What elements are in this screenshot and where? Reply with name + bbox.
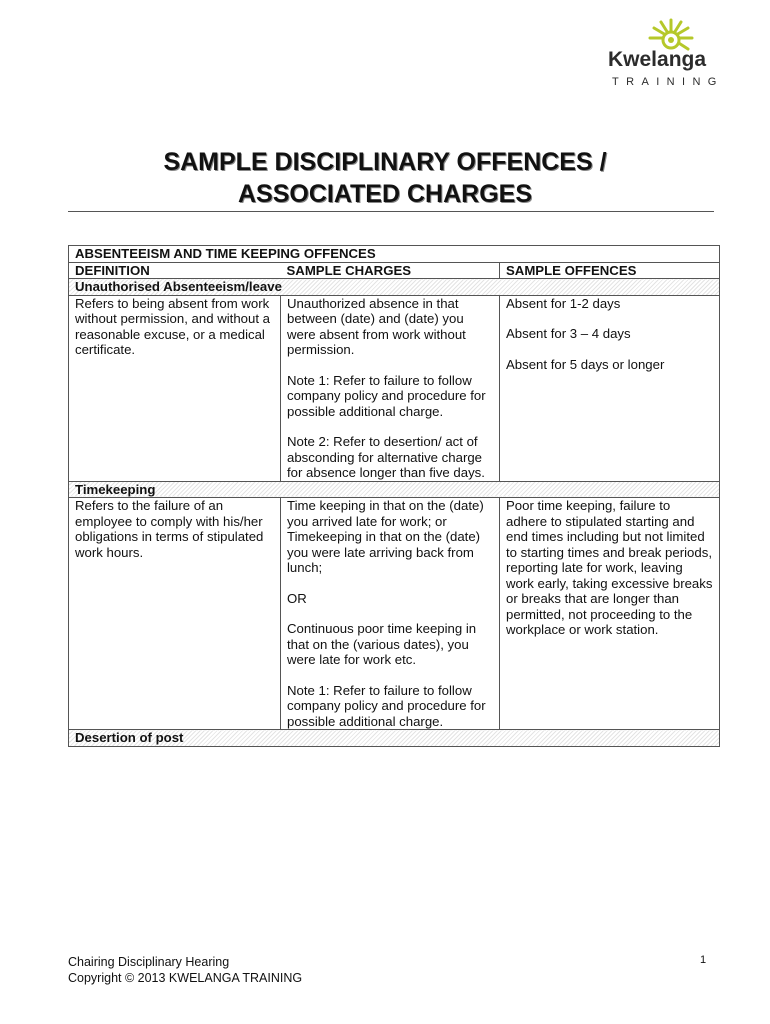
table-row xyxy=(69,295,720,481)
definition-text: Refers to being absent from work without permission, and without a reasonable excuse, or a medical certificate. xyxy=(75,295,270,357)
column-header-offences: SAMPLE OFFENCES xyxy=(500,262,720,279)
column-header-row xyxy=(69,262,720,279)
section-title: Timekeeping xyxy=(69,481,720,498)
definition-cell xyxy=(69,498,281,730)
footer-copyright: Copyright © 2013 KWELANGA TRAINING xyxy=(68,971,303,985)
offence-text: Poor time keeping, failure to adhere to stipulated starting and end times including but not limited to starting times and break periods, reporting late for work, leaving work early, taking excessive breaks or breaks that are longer than permitted, not proceeding to the workplace or work station. xyxy=(506,498,713,637)
section-row xyxy=(69,279,720,296)
section-title: Desertion of post xyxy=(69,730,720,747)
title-line-1: SAMPLE DISCIPLINARY OFFENCES / xyxy=(163,148,607,176)
offence-text: Absent for 1-2 days xyxy=(506,295,621,311)
title-divider xyxy=(68,211,714,212)
page-footer xyxy=(68,954,302,986)
definition-text: Refers to the failure of an employee to comply with his/her obligations in terms of stipulated work hours. xyxy=(75,498,264,560)
section-row xyxy=(69,730,720,747)
column-header-charges: SAMPLE CHARGES xyxy=(281,262,500,279)
title-line-2: ASSOCIATED CHARGES xyxy=(237,180,532,208)
charge-text: Continuous poor time keeping in that on the (various dates), you were late for work etc. xyxy=(287,621,477,667)
charges-cell xyxy=(281,498,500,730)
offences-cell xyxy=(500,295,720,481)
charge-note: Note 1: Refer to failure to follow company policy and procedure for possible additional charge. xyxy=(287,372,486,419)
company-logo xyxy=(604,18,724,92)
page-title xyxy=(0,146,770,210)
charge-note: Note 2: Refer to desertion/ act of absconding for alternative charge for absence longer than five days. xyxy=(287,434,485,480)
offences-table xyxy=(68,245,720,747)
section-row xyxy=(69,481,720,498)
charge-text: Time keeping in that on the (date) you arrived late for work; or Timekeeping in that on the (date) you were late arriving back from lunch; xyxy=(287,498,484,575)
footer-course-title: Chairing Disciplinary Hearing xyxy=(68,955,230,969)
charge-note: Note 1: Refer to failure to follow company policy and procedure for possible additional charge. xyxy=(287,682,486,729)
table-heading: ABSENTEEISM AND TIME KEEPING OFFENCES xyxy=(69,246,720,263)
offence-text: Absent for 5 days or longer xyxy=(506,356,665,372)
logo-name: Kwelanga xyxy=(608,48,707,71)
column-header-definition: DEFINITION xyxy=(69,262,281,279)
page-number: 1 xyxy=(700,954,707,966)
charges-cell xyxy=(281,295,500,481)
charge-text: Unauthorized absence in that between (date) and (date) you were absent from work without permission. xyxy=(287,295,466,357)
table-heading-row xyxy=(69,246,720,263)
charge-text: OR xyxy=(287,590,307,606)
logo-subtitle: TRAINING xyxy=(612,76,724,88)
offence-text: Absent for 3 – 4 days xyxy=(506,326,631,341)
definition-cell xyxy=(69,295,281,481)
section-title: Unauthorised Absenteeism/leave xyxy=(69,279,720,296)
offences-cell xyxy=(500,498,720,730)
table-row xyxy=(69,498,720,730)
